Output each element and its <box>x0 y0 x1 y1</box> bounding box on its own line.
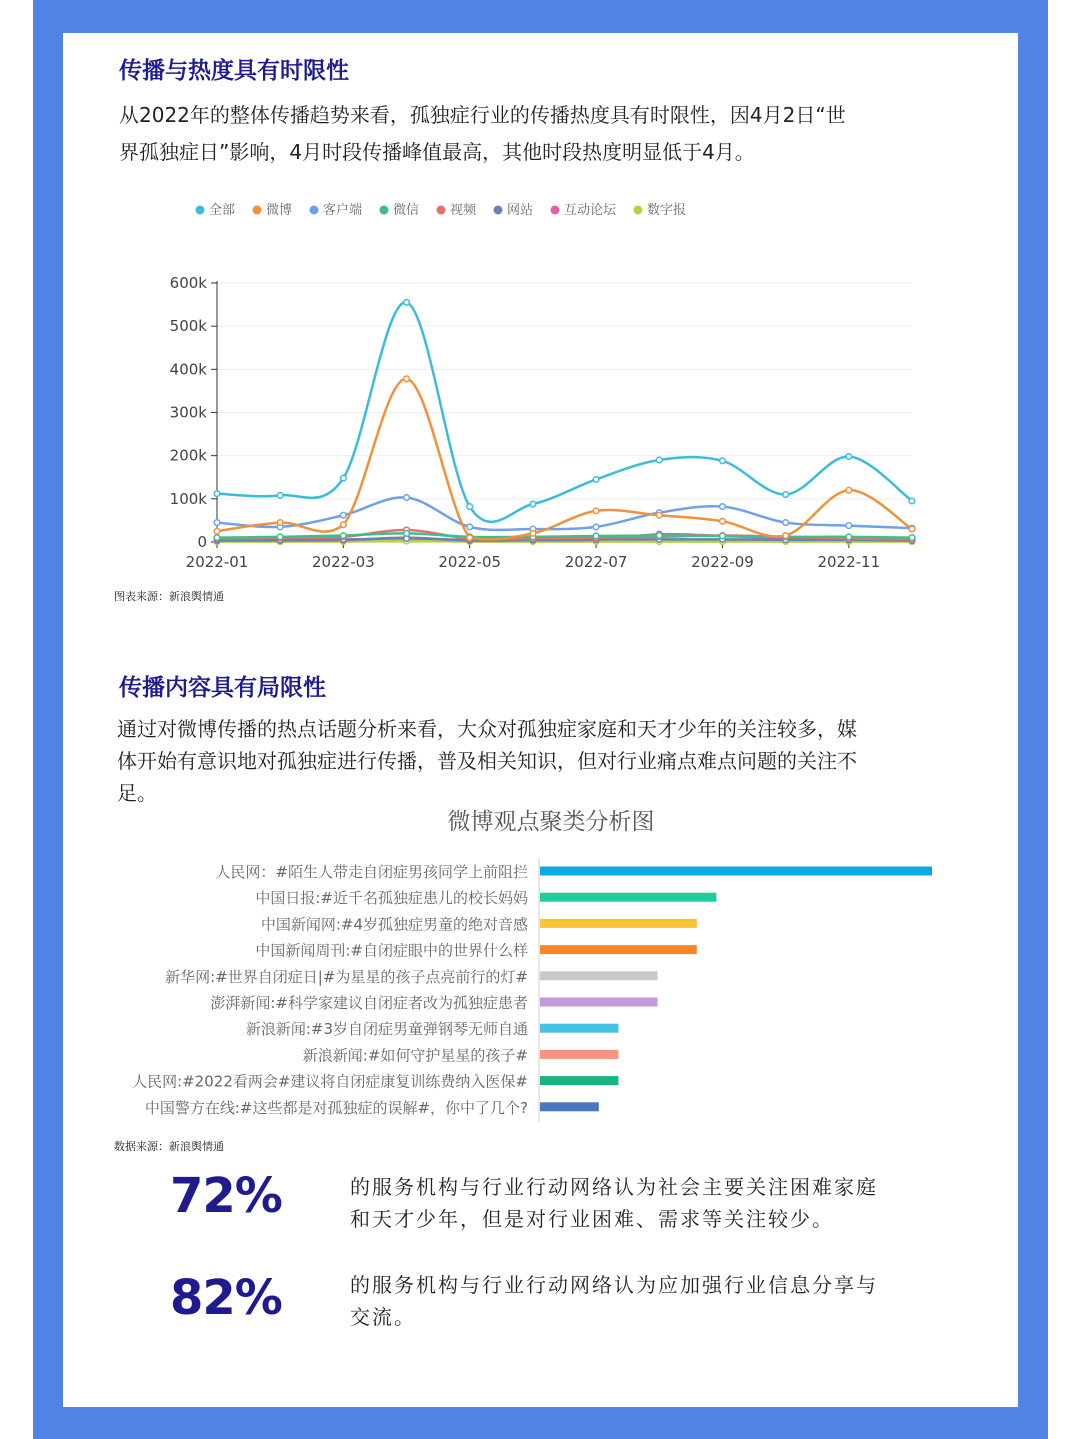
y-tick-label: 100k <box>169 489 207 508</box>
legend-label: 数字报 <box>647 203 687 218</box>
bar-chart-labels <box>132 863 528 1117</box>
y-tick-label: 500k <box>169 317 207 336</box>
bar <box>540 1024 618 1033</box>
data-point <box>846 454 852 460</box>
bar-category-label: 新浪新闻:#3岁自闭症男童弹钢琴无师自通 <box>245 1020 528 1039</box>
legend-marker <box>310 206 319 215</box>
data-point <box>783 520 789 526</box>
data-point <box>341 475 347 481</box>
legend-marker <box>253 206 262 215</box>
x-tick-label: 2022-03 <box>312 553 375 571</box>
x-tick-label: 2022-11 <box>817 553 881 571</box>
data-point <box>467 535 473 541</box>
data-point <box>783 492 789 498</box>
bar <box>540 919 697 928</box>
stat-value: 72% <box>170 1168 282 1224</box>
y-tick-label: 300k <box>169 403 207 422</box>
bar-category-label: 中国警方在线:#这些都是对孤独症的误解#，你中了几个? <box>144 1098 528 1117</box>
x-tick-label: 2022-09 <box>691 553 754 571</box>
legend-marker <box>551 206 560 215</box>
stat-description <box>350 1269 960 1333</box>
data-point <box>277 534 283 540</box>
bar <box>540 893 716 902</box>
legend-label: 网站 <box>507 203 534 218</box>
data-point <box>404 376 410 382</box>
data-point <box>277 493 283 499</box>
bar <box>540 1076 618 1085</box>
section1-heading: 传播与热度具有时限性 <box>119 58 349 84</box>
data-point <box>593 524 599 530</box>
bar-category-label: 人民网:#2022看两会#建议将自闭症康复训练费纳入医保# <box>132 1072 528 1091</box>
data-point <box>656 533 662 539</box>
series-line <box>217 379 912 540</box>
bar-category-label: 人民网：#陌生人带走自闭症男孩同学上前阻拦 <box>215 863 528 881</box>
data-point <box>341 512 347 518</box>
series-line <box>217 533 912 537</box>
bar <box>540 867 932 876</box>
data-point <box>277 520 283 526</box>
series-line <box>217 497 912 530</box>
section2-heading: 传播内容具有局限性 <box>119 675 326 701</box>
data-point <box>404 495 410 501</box>
bar-category-label: 澎湃新闻:#科学家建议自闭症者改为孤独症患者 <box>210 994 528 1012</box>
legend-marker <box>196 206 205 215</box>
data-point <box>656 457 662 463</box>
stat-line: 和天才少年，但是对行业困难、需求等关注较少。 <box>350 1207 834 1231</box>
legend-label: 互动论坛 <box>564 203 617 218</box>
data-point <box>593 533 599 539</box>
chart-series-points <box>214 300 915 545</box>
legend-label: 微博 <box>266 203 293 218</box>
bar <box>540 998 658 1007</box>
data-point <box>909 526 915 532</box>
data-point <box>530 501 536 507</box>
data-point <box>846 534 852 540</box>
bar-category-label: 中国新闻网:#4岁孤独症男童的绝对音感 <box>260 915 528 934</box>
data-point <box>593 477 599 483</box>
data-point <box>909 498 915 504</box>
data-point <box>720 533 726 539</box>
section1-paragraph <box>119 97 959 171</box>
legend-label: 客户端 <box>323 203 363 218</box>
data-point <box>846 523 852 529</box>
legend-marker <box>494 206 503 215</box>
legend-label: 微信 <box>393 203 420 218</box>
data-point <box>656 512 662 518</box>
section2-para-line: 体开始有意识地对孤独症进行传播，普及相关知识，但对行业痛点难点问题的关注不 <box>117 749 857 773</box>
legend-marker <box>437 206 446 215</box>
bar-category-label: 中国日报:#近千名孤独症患儿的校长妈妈 <box>255 889 528 908</box>
stat-line: 的服务机构与行业行动网络认为社会主要关注困难家庭 <box>350 1175 878 1199</box>
stat-description <box>350 1171 960 1235</box>
bar <box>540 971 658 980</box>
data-point <box>720 504 726 510</box>
bar <box>540 1050 618 1059</box>
chart-series-lines <box>217 302 912 541</box>
data-point <box>341 533 347 539</box>
data-point <box>404 300 410 306</box>
bar-chart-bars <box>540 867 932 1112</box>
data-point <box>593 508 599 514</box>
data-point <box>214 535 220 541</box>
bar-chart-title: 微博观点聚类分析图 <box>447 809 655 835</box>
stat-line: 的服务机构与行业行动网络认为应加强行业信息分享与 <box>350 1273 878 1297</box>
section2-para-line: 足。 <box>117 781 157 805</box>
x-tick-label: 2022-07 <box>564 553 628 571</box>
data-point <box>214 491 220 497</box>
legend-marker <box>380 206 389 215</box>
trend-line-chart <box>100 190 960 585</box>
bar <box>540 945 697 954</box>
data-point <box>846 487 852 493</box>
y-tick-label: 200k <box>169 446 207 465</box>
stat-value: 82% <box>170 1270 282 1326</box>
data-point <box>783 533 789 539</box>
legend-marker <box>634 206 643 215</box>
bar-category-label: 中国新闻周刊:#自闭症眼中的世界什么样 <box>255 941 528 960</box>
data-point <box>404 531 410 537</box>
chart-legend <box>196 202 687 218</box>
bar-category-label: 新华网:#世界自闭症日|#为星星的孩子点亮前行的灯# <box>165 967 528 986</box>
bar <box>540 1102 599 1111</box>
section1-para-line: 界孤独症日”影响，4月时段传播峰值最高，其他时段热度明显低于4月。 <box>119 140 755 164</box>
stat-line: 交流。 <box>350 1305 416 1329</box>
section1-para-line: 从2022年的整体传播趋势来看，孤独症行业的传播热度具有时限性，因4月2日“世 <box>119 103 846 127</box>
section2-paragraph <box>117 713 967 809</box>
legend-label: 视频 <box>450 203 477 218</box>
bar-source-note: 数据来源：新浪舆情通 <box>114 1140 224 1153</box>
weibo-cluster-bar-chart <box>100 800 960 1130</box>
data-point <box>467 504 473 510</box>
data-point <box>720 518 726 524</box>
x-tick-label: 2022-05 <box>438 553 502 571</box>
y-tick-label: 0 <box>197 533 207 551</box>
data-point <box>467 524 473 530</box>
section2-para-line: 通过对微博传播的热点话题分析来看，大众对孤独症家庭和天才少年的关注较多，媒 <box>117 717 857 741</box>
y-tick-label: 600k <box>169 274 207 292</box>
legend-label: 全部 <box>209 203 236 218</box>
x-tick-label: 2022-01 <box>185 553 249 571</box>
data-point <box>214 528 220 534</box>
bar-category-label: 新浪新闻:#如何守护星星的孩子# <box>302 1046 528 1065</box>
data-point <box>720 458 726 464</box>
data-point <box>214 520 220 526</box>
data-point <box>909 535 915 541</box>
chart-source-note: 图表来源：新浪舆情通 <box>114 590 224 603</box>
data-point <box>530 531 536 537</box>
chart-gridlines <box>217 283 912 542</box>
y-tick-label: 400k <box>169 360 207 379</box>
data-point <box>341 522 347 528</box>
